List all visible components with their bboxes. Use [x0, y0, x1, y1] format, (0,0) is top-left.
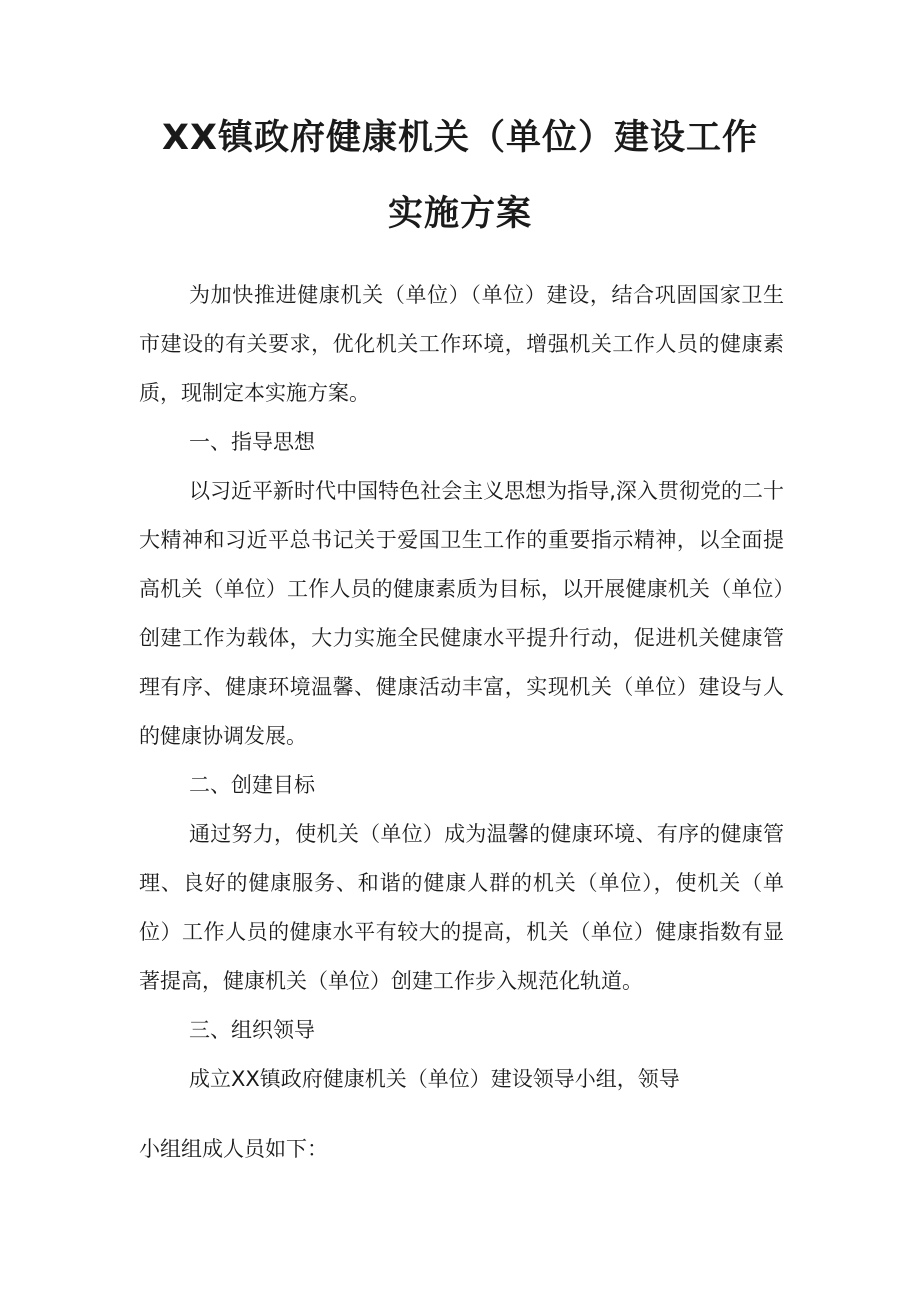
document-title-line2: 实施方案	[387, 194, 532, 234]
section2-paragraph: 通过努力，使机关（单位）成为温馨的健康环境、有序的健康管理、良好的健康服务、和谐的健康人群的机关（单位），使机关（单位）工作人员的健康水平有较大的提高，机关（单位）健康指数有显著提高，健康机关（单位）创建工作步入规范化轨道。	[139, 822, 784, 993]
section3-heading: 三、组织领导	[189, 1018, 315, 1042]
section1-paragraph: 以习近平新时代中国特色社会主义思想为指导,深入贯彻党的二十大精神和习近平总书记关于爱国卫生工作的重要指示精神，以全面提高机关（单位）工作人员的健康素质为目标，以开展健康机关（单位）创建工作为载体，大力实施全民健康水平提升行动，促进机关健康管理有序、健康环境温馨、健康活动丰富，实现机关（单位）建设与人的健康协调发展。	[139, 479, 784, 748]
document-title-line1: XX镇政府健康机关（单位）建设工作	[162, 118, 758, 158]
section1-heading: 一、指导思想	[189, 430, 315, 454]
section3-line1: 成立XX镇政府健康机关（单位）建设领导小组，领导	[189, 1067, 680, 1091]
section3-line2: 小组组成人员如下：	[139, 1137, 328, 1161]
section2-heading: 二、创建目标	[189, 773, 315, 797]
intro-paragraph: 为加快推进健康机关（单位）（单位）建设，结合巩固国家卫生市建设的有关要求，优化机关工作环境，增强机关工作人员的健康素质，现制定本实施方案。	[139, 283, 784, 405]
